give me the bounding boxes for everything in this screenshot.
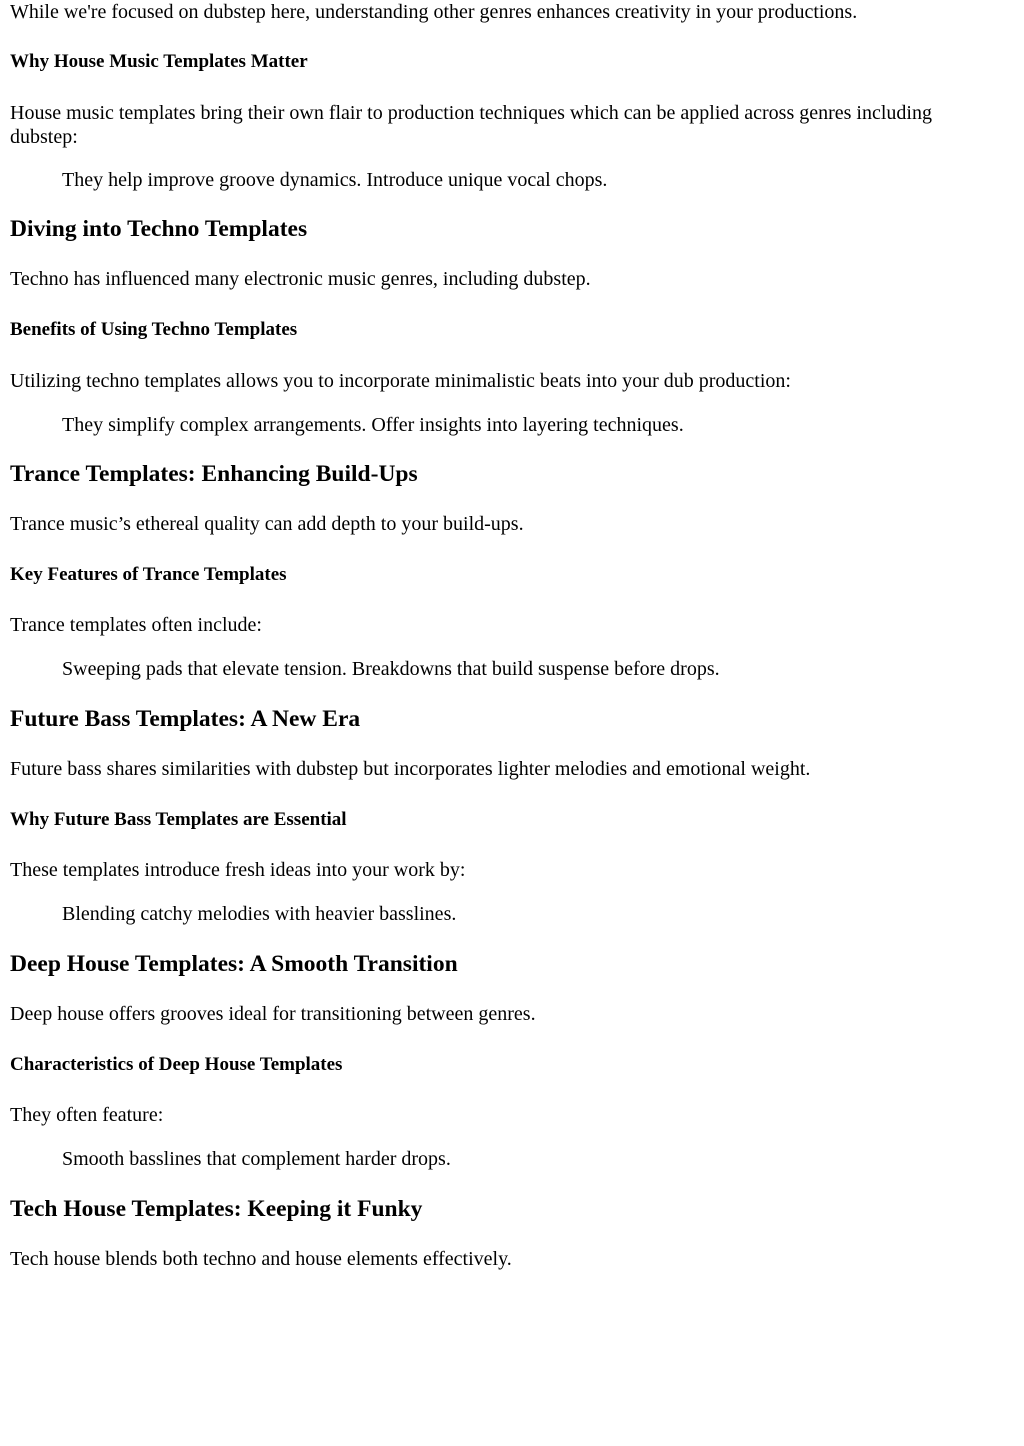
techno-paragraph: Techno has influenced many electronic music genres, including dubstep. [10,268,591,290]
deep-house-subheading: Characteristics of Deep House Templates [10,1054,343,1075]
future-bass-subheading: Why Future Bass Templates are Essential [10,809,347,830]
techno-subheading: Benefits of Using Techno Templates [10,319,298,340]
tech-house-heading: Tech House Templates: Keeping it Funky [10,1196,423,1222]
deep-house-paragraph: Deep house offers grooves ideal for transitioning between genres. [10,1003,536,1025]
tech-house-paragraph: Tech house blends both techno and house elements effectively. [10,1248,512,1270]
future-bass-heading: Future Bass Templates: A New Era [10,706,361,732]
intro-paragraph: While we're focused on dubstep here, understanding other genres enhances creativity in your productions. [10,1,858,23]
deep-house-quote: Smooth basslines that complement harder drops. [62,1148,451,1170]
future-bass-paragraph-2: These templates introduce fresh ideas into your work by: [10,859,466,881]
techno-paragraph-2: Utilizing techno templates allows you to incorporate minimalistic beats into your dub production: [10,370,791,392]
techno-heading: Diving into Techno Templates [10,216,308,242]
trance-paragraph: Trance music’s ethereal quality can add depth to your build-ups. [10,513,524,535]
deep-house-heading: Deep House Templates: A Smooth Transition [10,951,458,977]
house-paragraph: House music templates bring their own flair to production techniques which can be applied across genres including dubstep: [10,102,932,148]
trance-heading: Trance Templates: Enhancing Build-Ups [10,461,418,487]
future-bass-quote: Blending catchy melodies with heavier basslines. [62,903,457,925]
future-bass-paragraph: Future bass shares similarities with dubstep but incorporates lighter melodies and emotional weight. [10,758,811,780]
trance-paragraph-2: Trance templates often include: [10,614,262,636]
house-quote: They help improve groove dynamics. Introduce unique vocal chops. [62,169,608,191]
deep-house-paragraph-2: They often feature: [10,1104,164,1126]
trance-quote: Sweeping pads that elevate tension. Breakdowns that build suspense before drops. [62,658,720,680]
trance-subheading: Key Features of Trance Templates [10,564,287,585]
techno-quote: They simplify complex arrangements. Offer insights into layering techniques. [62,414,684,436]
house-subheading: Why House Music Templates Matter [10,51,308,72]
